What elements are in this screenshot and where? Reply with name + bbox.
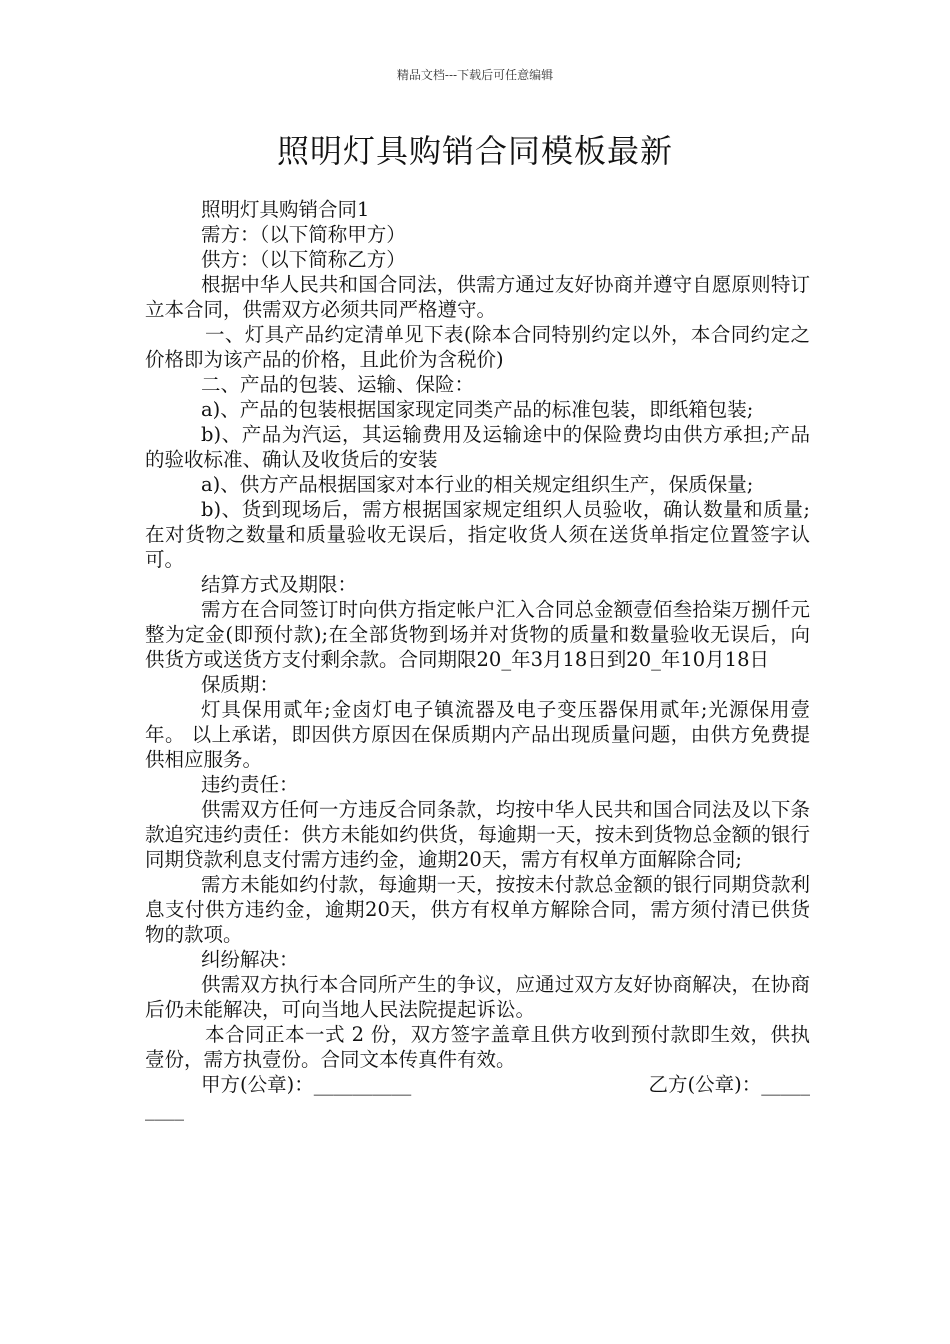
paragraph-warranty: 灯具保用贰年;金卤灯电子镇流器及电子变压器保用贰年;光源保用壹年。 以上承诺，即因供方原因在保质期内产品出现质量问题，由供方免费提供相应服务。	[145, 698, 810, 771]
document-title: 照明灯具购销合同模板最新	[276, 132, 673, 170]
signature-line-continuation: ____	[145, 1098, 184, 1121]
paragraph-copies: 本合同正本一式 2 份，双方签字盖章且供方收到预付款即生效，供执壹份，需方执壹份。合同文本传真件有效。	[145, 1023, 810, 1071]
signature-row	[145, 1072, 810, 1097]
paragraph-contract-heading: 照明灯具购销合同1	[201, 198, 370, 221]
paragraph-dispute: 供需双方执行本合同所产生的争议，应通过双方友好协商解决，在协商后仍未能解决，可向当地人民法院提起诉讼。	[145, 973, 810, 1021]
paragraph-clause-1: 一、灯具产品约定清单见下表(除本合同特别约定以外，本合同约定之价格即为该产品的价格，且此价为含税价)	[145, 323, 810, 371]
paragraph-packaging: a)、产品的包装根据国家现定同类产品的标准包装，即纸箱包装;	[201, 398, 754, 421]
paragraph-supplier: 供方：（以下简称乙方）	[201, 248, 406, 271]
paragraph-settlement: 需方在合同签订时向供方指定帐户汇入合同总金额壹佰叁拾柒万捌仟元整为定金(即预付款);在全部货物到场并对货物的质量和数量验收无误后，向供货方或送货方支付剩余款。合同期限20_年3月18日到20_年10月18日	[145, 598, 810, 671]
paragraph-settlement-heading: 结算方式及期限：	[201, 573, 358, 596]
paragraph-transport: b)、产品为汽运，其运输费用及运输途中的保险费均由供方承担;产品的验收标准、确认及收货后的安装	[145, 423, 810, 471]
paragraph-supplier-liability: 供需双方任何一方违反合同条款，均按中华人民共和国合同法及以下条款追究违约责任：供方未能如约供货，每逾期一天，按未到货物总金额的银行同期贷款利息支付需方违约金，逾期20天，需方有权单方面解除合同;	[145, 798, 810, 871]
document-body	[145, 197, 810, 1122]
paragraph-buyer: 需方：（以下简称甲方）	[201, 223, 406, 246]
paragraph-dispute-heading: 纠纷解决：	[201, 948, 299, 971]
paragraph-quality: a)、供方产品根据国家对本行业的相关规定组织生产，保质保量;	[201, 473, 754, 496]
party-b-signature: 乙方(公章)：_____	[648, 1073, 810, 1096]
paragraph-preamble: 根据中华人民共和国合同法，供需方通过友好协商并遵守自愿原则特订立本合同，供需双方必须共同严格遵守。	[145, 273, 810, 321]
paragraph-inspection: b)、货到现场后，需方根据国家规定组织人员验收，确认数量和质量; 在对货物之数量和质量验收无误后，指定收货人须在送货单指定位置签字认可。	[145, 498, 810, 571]
party-a-signature: 甲方(公章)：__________	[201, 1073, 412, 1096]
paragraph-warranty-heading: 保质期：	[201, 673, 280, 696]
paragraph-clause-2-heading: 二、产品的包装、运输、保险：	[201, 373, 475, 396]
header-note: 精品文档---下载后可任意编辑	[396, 68, 554, 82]
paragraph-liability-heading: 违约责任：	[201, 773, 299, 796]
paragraph-buyer-liability: 需方未能如约付款，每逾期一天，按按未付款总金额的银行同期贷款利息支付供方违约金，逾期20天，供方有权单方解除合同，需方须付清已供货物的款项。	[145, 873, 810, 946]
